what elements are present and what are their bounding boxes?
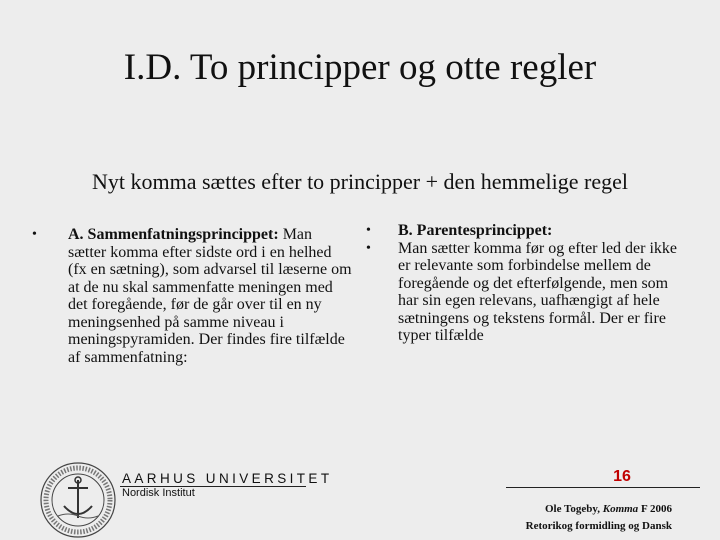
page-number: 16	[613, 468, 631, 485]
bullet-marker: •	[366, 240, 371, 256]
author-credit	[545, 503, 672, 515]
principle-heading: B. Parentesprincippet:	[398, 222, 553, 239]
university-seal-icon	[38, 460, 118, 540]
bullet-item-sammenfatning	[32, 226, 352, 366]
right-column	[366, 222, 686, 345]
university-name: AARHUS UNIVERSITET	[122, 471, 333, 486]
bullet-item-parentes-text	[366, 240, 686, 345]
slide-subtitle: Nyt komma sættes efter to principper + den hemmelige regel	[92, 169, 628, 194]
author-name: Ole Togeby,	[544, 503, 603, 515]
institute-name: Nordisk Institut	[122, 487, 195, 499]
bullet-marker: •	[32, 227, 37, 242]
principle-text: Man sætter komma efter sidste ord i en helhed (fx en sætning), som advarsel til læserne om at de nu skal sammenfatte meningen med det foregående, før de går over til en ny meningsenhed på samme niveau i meningspyramiden. Der findes fire tilfælde af sammenfatning:	[68, 226, 352, 366]
term: F 2006	[638, 503, 672, 515]
principle-text: Man sætter komma før og efter led der ikke er relevante som forbindelse mellem de foregående og det efterfølgende, men som har sin egen relevans, uafhængigt af hele sætningens og tekstens formål. Der er fire typer tilfælde	[398, 239, 678, 344]
bullet-marker: •	[366, 223, 371, 238]
course-credit: Retorikog formidling og Dansk	[525, 520, 672, 532]
principle-heading: A. Sammenfatningsprincippet:	[68, 226, 279, 243]
slide-title: I.D. To principper og otte regler	[123, 47, 597, 88]
left-column	[32, 226, 352, 366]
footer-divider-right	[506, 487, 700, 488]
bullet-item-parentes-heading	[366, 222, 686, 240]
course-title: Komma	[602, 503, 639, 515]
